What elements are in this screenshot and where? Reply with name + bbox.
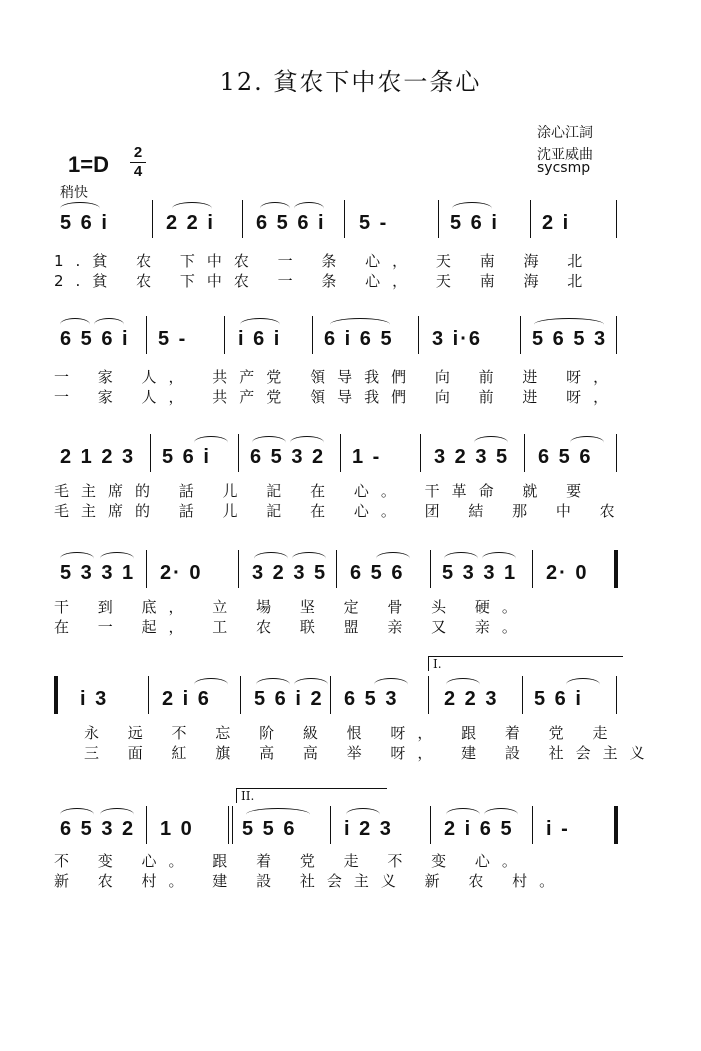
measure: 5 - [158,328,188,350]
measure: i 3 [80,688,109,710]
barline [330,676,331,714]
barline [146,550,147,588]
measure: 6 5 3 2 [250,446,326,468]
slur [374,678,408,691]
measure: 1 - [352,446,382,468]
measure: 5 6 i [450,212,499,234]
measure: 6 5 3 2 [60,818,136,840]
slur [60,202,100,215]
barline [146,806,147,844]
barline [240,676,241,714]
measure: 2 2 3 [444,688,499,710]
slur [172,202,212,215]
measure: i 2 3 [344,818,393,840]
slur [294,202,324,215]
lyric-verse-1: 毛主席的 話 儿 記 在 心。 干革命 就 要 [54,482,594,500]
lyric-verse-2: 一 家 人， 共产党 領导我們 向 前 进 呀， [54,388,621,406]
slur [240,318,280,331]
measure: 3 2 3 5 [252,562,328,584]
slur [570,436,604,449]
measure: 6 5 6 i [60,328,130,350]
slur [290,436,324,449]
notation-row [54,446,618,472]
measure: 5 6 i 2 [254,688,324,710]
slur [194,678,228,691]
barline [532,550,533,588]
slur [346,808,380,821]
measure: 2 i 6 5 [444,818,514,840]
measure: 2 i 6 [162,688,211,710]
lyric-verse-2: 新 农 村。 建 設 社会主义 新 农 村。 [54,872,567,890]
slur [100,552,134,565]
time-signature [130,145,146,180]
measure: 2 i [542,212,571,234]
measure: 2· 0 [546,562,589,584]
barline [430,550,431,588]
time-numerator: 2 [133,144,143,161]
barline [242,200,243,238]
slur [444,552,478,565]
slur [330,318,390,331]
lyric-verse-1: 干 到 底， 立 場 坚 定 骨 头 硬。 [54,598,529,616]
measure: 5 3 3 1 [60,562,136,584]
measure: 2 1 2 3 [60,446,136,468]
slur [60,318,90,331]
notation-row [54,688,618,714]
measure: 5 5 6 [242,818,297,840]
barline [616,434,617,472]
barline [522,676,523,714]
slur [474,436,508,449]
repeat-end-barline [614,550,618,588]
slur [260,202,290,215]
measure: 2· 0 [160,562,203,584]
measure: 2 2 i [166,212,215,234]
slur [446,678,480,691]
lyric-verse-2: 三 面 紅 旗 高 高 举 呀， 建 設 社会主义 [84,744,657,762]
barline [616,316,617,354]
notation-row [54,818,618,844]
slur [484,808,518,821]
barline [420,434,421,472]
measure: 6 5 6 [538,446,593,468]
barline [330,806,331,844]
slur [534,318,604,331]
measure: i 6 i [238,328,282,350]
notation-row [54,212,618,238]
first-ending-bracket [428,656,623,671]
slur [100,808,134,821]
barline [312,316,313,354]
barline [238,550,239,588]
measure: 5 - [359,212,389,234]
measure: 3 i·6 [432,328,483,350]
time-denominator: 4 [133,163,143,180]
measure: 6 i 6 5 [324,328,394,350]
measure: 5 6 i [60,212,109,234]
slur [292,552,326,565]
barline [146,316,147,354]
tempo-marking: 稍快 [60,185,88,201]
lyric-verse-1: 永 远 不 忘 阶 級 恨 呀， 跟 着 党 走 [84,724,620,742]
barline [532,806,533,844]
final-barline [614,806,618,844]
barline [150,434,151,472]
slur [482,552,516,565]
measure: 3 2 3 5 [434,446,510,468]
slur [246,808,310,821]
song-title: 12. 貧农下中农一条心 [219,68,482,96]
barline [238,434,239,472]
barline [438,200,439,238]
key-signature: 1=D [68,152,109,177]
barline [616,200,617,238]
lyric-verse-2: 2.貧 农 下中农 一 条 心， 天 南 海 北 [54,272,595,290]
slur [256,678,290,691]
barline [344,200,345,238]
lyric-verse-1: 1.貧 农 下中农 一 条 心， 天 南 海 北 [54,252,595,270]
measure: 6 5 6 [350,562,405,584]
slur [194,436,228,449]
measure: 1 0 [160,818,194,840]
barline [430,806,431,844]
slur [566,678,600,691]
slur [252,436,286,449]
barline [524,434,525,472]
slur [60,808,94,821]
lyric-verse-2: 在 一 起， 工 农 联 盟 亲 又 亲。 [54,618,529,636]
composer-credit: 沈亚威曲 [537,147,593,163]
barline [336,550,337,588]
measure: i - [546,818,570,840]
barline [224,316,225,354]
lyric-verse-1: 一 家 人， 共产党 領导我們 向 前 进 呀， [54,368,621,386]
barline [616,676,617,714]
volta-label: I. [433,657,442,671]
lyricist-credit: 涂心江詞 [537,125,593,141]
barline [418,316,419,354]
second-ending-bracket [236,788,387,803]
notation-row [54,328,618,354]
barline [148,676,149,714]
uploader-credit: sycsmp [537,160,591,176]
slur [376,552,410,565]
volta-label: II. [241,789,255,803]
lyric-verse-1: 不 变 心。 跟 着 党 走 不 变 心。 [54,852,529,870]
slur [294,678,328,691]
slur [254,552,288,565]
slur [452,202,492,215]
measure: 5 6 i [162,446,211,468]
measure: 5 6 i [534,688,583,710]
double-barline [228,806,229,844]
slur [60,552,94,565]
barline [530,200,531,238]
measure: 5 3 3 1 [442,562,518,584]
barline [428,676,429,714]
measure: 5 6 5 3 [532,328,608,350]
slur [94,318,124,331]
lyric-verse-2: 毛主席的 話 儿 記 在 心。 团 結 那 中 农 [54,502,627,520]
measure: 6 5 6 i [256,212,326,234]
barline [152,200,153,238]
slur [446,808,480,821]
measure: 6 5 3 [344,688,399,710]
barline [520,316,521,354]
barline [340,434,341,472]
